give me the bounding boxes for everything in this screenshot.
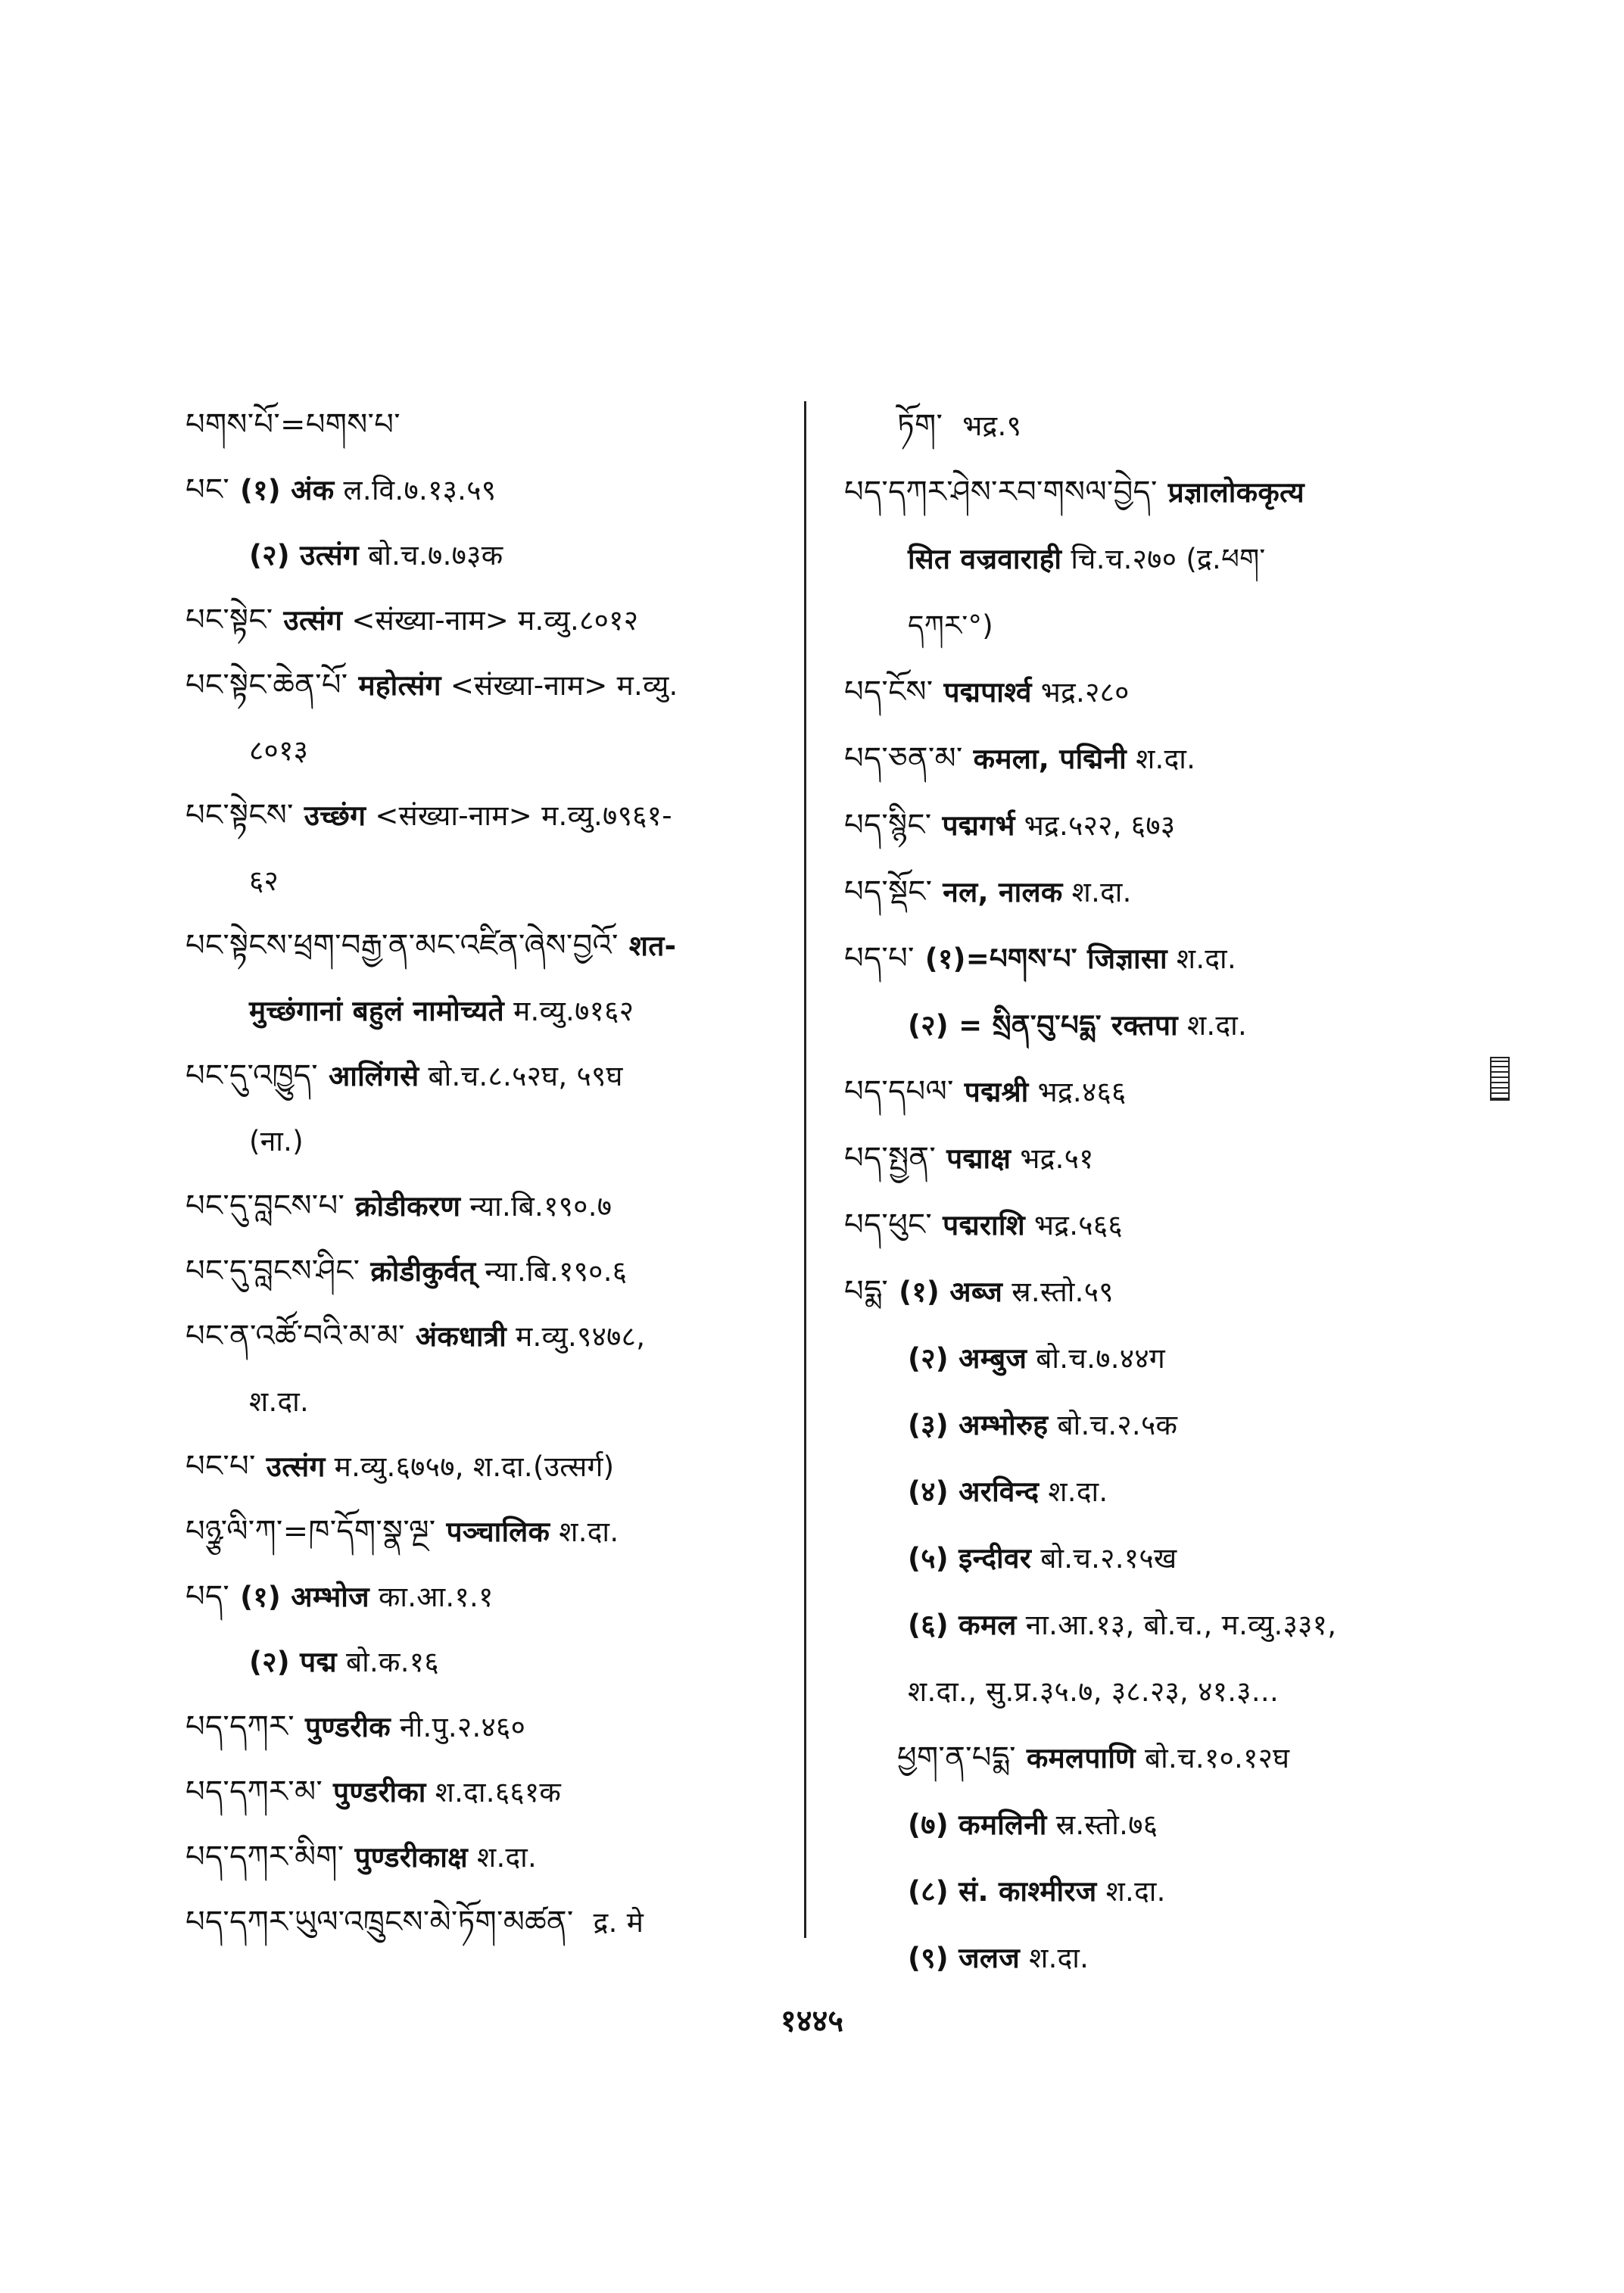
reference: <संख्या-नाम> म.व्यु.८०१२: [351, 604, 639, 637]
reference: नी.पु.२.४६०: [400, 1711, 526, 1743]
entry-line: [844, 925, 1450, 992]
tibetan-headword: པད་སྤྱན་: [844, 1141, 937, 1176]
entry-line: [844, 1458, 1450, 1525]
reference: बो.च.२.१५ख: [1040, 1542, 1177, 1575]
sanskrit-equivalent: (७) कमलिनी: [908, 1809, 1047, 1841]
sanskrit-equivalent: पुण्डरीका: [333, 1776, 426, 1809]
reference: म.व्यु.९४७८,: [516, 1320, 646, 1353]
page-number: १४४५: [780, 2004, 844, 2039]
reference: भद्र.५१: [1020, 1142, 1094, 1175]
entry-line: [185, 1694, 784, 1759]
entry-line: [185, 848, 784, 913]
reference: श.दा.: [1186, 1009, 1248, 1042]
reference: श.दा.: [1105, 1875, 1166, 1908]
entry-line: [844, 1525, 1450, 1591]
entry-line: [185, 783, 784, 848]
tibetan-headword: པད་དཔལ་: [844, 1074, 954, 1109]
reference: भद्र.९: [962, 410, 1022, 442]
entry-line: [185, 587, 784, 653]
sanskrit-equivalent: (८) सं. काश्मीरज: [908, 1875, 1097, 1908]
entry-line: [844, 525, 1450, 592]
column-divider: [804, 401, 806, 1938]
tibetan-headword: པད་དཀར་: [185, 1709, 295, 1744]
entry-line: [844, 1058, 1450, 1125]
reference: बो.च.७.७३क: [368, 539, 503, 572]
reference: बो.च.७.४४ग: [1036, 1342, 1166, 1375]
reference: श.दा., सु.प्र.३५.७, ३८.२३, ४१.३...: [908, 1675, 1280, 1708]
entry-line: [844, 1125, 1450, 1192]
sanskrit-equivalent: प्रज्ञालोककृत्य: [1167, 476, 1304, 509]
tibetan-headword: པང་པ་: [185, 1449, 256, 1484]
entry-line: [185, 1238, 784, 1304]
entry-line: [185, 1759, 784, 1824]
sanskrit-equivalent: शत-: [628, 930, 677, 962]
tibetan-headword: པང་སྟེངས་ཕྲག་བརྒྱ་ན་མང་འཛིན་ཞེས་བྱའོ་: [185, 928, 619, 963]
entry-line: [844, 1858, 1450, 1924]
reference: श.दा.: [249, 1385, 310, 1418]
tibetan-headword: པང་: [185, 472, 230, 507]
reference: द्र. मे: [593, 1906, 644, 1939]
entry-line: [844, 1924, 1450, 1991]
reference: म.व्यु.६७५७, श.दा.(उत्सर्ग): [334, 1450, 615, 1483]
entry-line: [844, 1791, 1450, 1858]
sanskrit-equivalent: महोत्संग: [358, 669, 441, 702]
entry-line: [185, 1434, 784, 1499]
reference: श.दा.: [1136, 743, 1196, 775]
tibetan-headword: པད་ཅན་མ་: [844, 741, 963, 776]
entry-line: [844, 1658, 1450, 1724]
sanskrit-equivalent: (१) अम्भोज: [240, 1581, 369, 1613]
entry-line: [844, 992, 1450, 1058]
reference: श.दा.६६१क: [435, 1776, 562, 1809]
sanskrit-equivalent: (१) अंक: [240, 474, 335, 506]
sanskrit-equivalent: (१)=པགས་པ་ जिज्ञासा: [924, 942, 1167, 975]
entry-line: [185, 392, 784, 457]
page-edge-mark: [1490, 1057, 1510, 1101]
sanskrit-equivalent: पद्माक्ष: [946, 1142, 1011, 1175]
entry-line: [185, 457, 784, 522]
entry-line: [185, 653, 784, 718]
entry-line: [185, 1043, 784, 1108]
sanskrit-equivalent: (४) अरविन्द: [908, 1475, 1040, 1508]
entry-line: [185, 1629, 784, 1694]
tibetan-headword: པད་སྙིང་: [844, 808, 932, 843]
sanskrit-equivalent: (९) जलज: [908, 1942, 1021, 1974]
entry-line: [844, 659, 1450, 725]
entry-line: [185, 1824, 784, 1890]
entry-line: [185, 978, 784, 1043]
entry-line: [844, 1325, 1450, 1391]
reference: ८०१३: [249, 734, 309, 767]
reference: बो.च.८.५२घ, ५९घ: [428, 1060, 623, 1092]
sanskrit-equivalent: पुण्डरीक: [304, 1711, 391, 1743]
tibetan-headword: པད་དཀར་མིག་: [185, 1840, 344, 1874]
reference: म.व्यु.७१६२: [513, 995, 634, 1027]
tibetan-headword: པང་སྟེངས་: [185, 798, 294, 833]
reference: न्या.बि.१९०.६: [485, 1255, 628, 1288]
entry-line: [844, 1391, 1450, 1458]
right-column: [844, 392, 1450, 1991]
entry-line: [844, 1192, 1450, 1258]
reference: དཀར་°): [908, 609, 994, 642]
reference: न्या.बि.१९०.७: [469, 1190, 613, 1223]
tibetan-headword: པང་སྟེང་ཆེན་པོ་: [185, 668, 348, 703]
sanskrit-equivalent: नल, नालक: [943, 876, 1063, 908]
tibetan-headword: པད་: [185, 1579, 230, 1614]
tibetan-headword: པད་དཀར་ཡུལ་འཁྲུངས་མེ་ཏོག་མཚན་: [185, 1905, 574, 1939]
entry-line: [185, 1499, 784, 1564]
sanskrit-equivalent: क्रोडीकरण: [355, 1190, 461, 1223]
sanskrit-equivalent: आलिंगसे: [328, 1060, 419, 1092]
entry-line: [844, 725, 1450, 792]
sanskrit-equivalent: पद्मपार्श्व: [943, 676, 1032, 709]
reference: श.दा.: [1029, 1942, 1089, 1974]
sanskrit-equivalent: कमलपाणि: [1026, 1742, 1136, 1774]
tibetan-headword: ཏོག་: [897, 408, 943, 443]
sanskrit-equivalent: पद्मश्री: [964, 1076, 1029, 1108]
sanskrit-equivalent: (३) अम्भोरुह: [908, 1409, 1049, 1441]
sanskrit-equivalent: (२) पद्म: [249, 1646, 337, 1678]
sanskrit-equivalent: (६) कमल: [908, 1609, 1017, 1641]
reference: श.दा.: [1176, 942, 1237, 975]
sanskrit-equivalent: (५) इन्दीवर: [908, 1542, 1032, 1575]
sanskrit-equivalent: उत्संग: [283, 604, 343, 637]
reference: स्र.स्तो.७६: [1055, 1809, 1158, 1841]
reference: <संख्या-नाम> म.व्यु.७९६१-: [375, 799, 672, 832]
entry-line: [185, 1173, 784, 1238]
tibetan-headword: པགས་པོ་=པགས་པ་: [185, 407, 401, 442]
reference: ना.आ.१३, बो.च., म.व्यु.३३१,: [1025, 1609, 1337, 1641]
entry-line: [185, 1890, 784, 1955]
sanskrit-equivalent: अंकधात्री: [415, 1320, 507, 1353]
entry-line: [844, 1258, 1450, 1325]
reference: बो.च.१०.१२घ: [1145, 1742, 1290, 1774]
entry-line: [185, 1108, 784, 1173]
tibetan-headword: པང་དུ་འཁྱུད་: [185, 1058, 318, 1093]
reference: बो.च.२.५क: [1057, 1409, 1178, 1441]
sanskrit-equivalent: (२) = སྲིན་བུ་པདྨ་ रक्तपा: [908, 1009, 1178, 1042]
reference: श.दा.: [559, 1516, 619, 1548]
reference: स्र.स्तो.५९: [1011, 1276, 1114, 1308]
entry-line: [844, 459, 1450, 525]
sanskrit-equivalent: पद्मराशि: [943, 1209, 1025, 1242]
reference: (ना.): [249, 1125, 304, 1157]
entry-line: [844, 592, 1450, 659]
entry-line: [185, 1564, 784, 1629]
tibetan-headword: པང་དུ་བླངས་ཤིང་: [185, 1254, 360, 1288]
reference: भद्र.५६६: [1033, 1209, 1123, 1242]
sanskrit-equivalent: उत्संग: [266, 1450, 326, 1483]
reference: बो.क.१६: [345, 1646, 439, 1678]
tibetan-headword: པད་ངོས་: [844, 675, 934, 709]
entry-line: [185, 1304, 784, 1369]
tibetan-headword: པད་ཕུང་: [844, 1207, 933, 1242]
entry-line: [844, 792, 1450, 858]
sanskrit-equivalent: पद्मगर्भ: [942, 809, 1015, 842]
sanskrit-equivalent: पुण्डरीकाक्ष: [354, 1841, 468, 1874]
tibetan-headword: པདྨ་: [844, 1274, 889, 1309]
sanskrit-equivalent: (२) उत्संग: [249, 539, 360, 572]
reference: का.आ.१.१: [378, 1581, 494, 1613]
reference: ६२: [249, 865, 279, 897]
tibetan-headword: པང་ན་འཚོ་བའི་མ་མ་: [185, 1319, 405, 1354]
entry-line: [844, 858, 1450, 925]
tibetan-headword: པཉྩ་ལི་ཀ་=ཁ་དོག་སྣ་ལྔ་: [185, 1514, 436, 1549]
tibetan-headword: པང་སྟེང་: [185, 603, 273, 637]
sanskrit-equivalent: (२) अम्बुज: [908, 1342, 1027, 1375]
entry-line: [844, 1724, 1450, 1791]
reference: श.दा.: [476, 1841, 538, 1874]
sanskrit-equivalent: मुच्छंगानां बहुलं नामोच्यते: [249, 995, 505, 1027]
tibetan-headword: པད་པ་: [844, 941, 915, 976]
reference: <संख्या-नाम> म.व्यु.: [450, 669, 678, 702]
entry-line: [844, 392, 1450, 459]
reference: ल.वि.७.१३.५९: [343, 474, 497, 506]
reference: चि.च.२७० (द्र.ཕག་: [1071, 543, 1266, 575]
sanskrit-equivalent: कमला, पद्मिनी: [973, 743, 1127, 775]
reference: भद्र.२८०: [1040, 676, 1130, 709]
sanskrit-equivalent: (१) अब्ज: [899, 1276, 1003, 1308]
reference: श.दा.: [1048, 1475, 1108, 1508]
sanskrit-equivalent: क्रोडीकुर्वत्: [370, 1255, 476, 1288]
left-column: [185, 392, 784, 1955]
tibetan-headword: པང་དུ་བླངས་པ་: [185, 1189, 345, 1223]
reference: भद्र.४६६: [1037, 1076, 1127, 1108]
sanskrit-equivalent: पञ्चालिक: [446, 1516, 550, 1548]
sanskrit-equivalent: सित वज्रवाराही: [908, 543, 1062, 575]
entry-line: [185, 1369, 784, 1434]
tibetan-headword: པད་དཀར་ཤེས་རབ་གསལ་བྱེད་: [844, 475, 1158, 509]
reference: भद्र.५२२, ६७३: [1024, 809, 1176, 842]
entry-line: [185, 913, 784, 978]
tibetan-headword: པད་དཀར་མ་: [185, 1774, 323, 1809]
entry-line: [185, 718, 784, 783]
tibetan-headword: པད་སྡོང་: [844, 874, 933, 909]
tibetan-headword: ཕྱག་ན་པདྨ་: [897, 1740, 1016, 1775]
entry-line: [844, 1591, 1450, 1658]
sanskrit-equivalent: उच्छंग: [304, 799, 366, 832]
reference: श.दा.: [1071, 876, 1132, 908]
entry-line: [185, 522, 784, 587]
